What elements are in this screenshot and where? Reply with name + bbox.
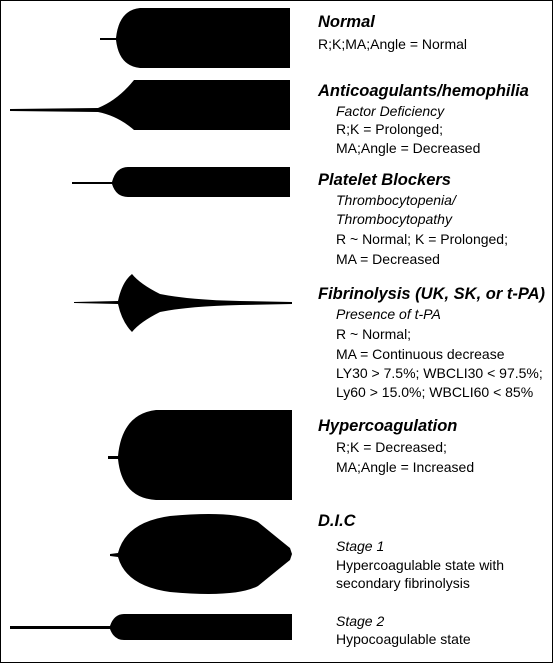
entry-line-hypercoagulation-2: MA;Angle = Increased (336, 459, 475, 475)
entry-title-dic: D.I.C (318, 512, 356, 530)
entry-subtitle-anticoagulants: Factor Deficiency (336, 103, 445, 119)
entry-line-fibrinolysis-2: MA = Continuous decrease (336, 346, 505, 362)
tracing-anticoagulants (10, 80, 290, 130)
entry-line-fibrinolysis-1: R ~ Normal; (336, 326, 412, 342)
tracing-normal (100, 8, 290, 68)
dic-stage2-label: Stage 2 (336, 613, 385, 629)
entry-line-fibrinolysis-4: Ly60 > 15.0%; WBCLI60 < 85% (336, 384, 534, 400)
entry-title-anticoagulants: Anticoagulants/hemophilia (318, 82, 529, 100)
dic-stage1-line-2: secondary fibrinolysis (336, 575, 470, 591)
tracing-dic-stage2 (10, 614, 292, 640)
entry-line-anticoagulants-2: MA;Angle = Decreased (336, 140, 481, 156)
entry-line-platelet-blockers-2: MA = Decreased (336, 251, 440, 267)
entry-line-fibrinolysis-3: LY30 > 7.5%; WBCLI30 < 97.5%; (336, 365, 543, 381)
tracing-platelet-blockers (72, 167, 290, 197)
entry-title-normal: Normal (318, 13, 375, 31)
entry-title-platelet-blockers: Platelet Blockers (318, 171, 451, 189)
entry-subtitle-fibrinolysis: Presence of t-PA (336, 306, 441, 322)
tracing-fibrinolysis (74, 274, 292, 332)
tracing-hypercoagulation (108, 410, 292, 500)
entry-subtitle-platelet-blockers-2: Thrombocytopathy (336, 211, 452, 227)
dic-stage2-line-1: Hypocoagulable state (336, 631, 471, 647)
dic-stage1-line-1: Hypercoagulable state with (336, 557, 505, 573)
entry-line-anticoagulants-1: R;K = Prolonged; (336, 121, 444, 137)
entry-line-platelet-blockers-1: R ~ Normal; K = Prolonged; (336, 231, 508, 247)
dic-stage1-label: Stage 1 (336, 538, 385, 554)
entry-title-fibrinolysis: Fibrinolysis (UK, SK, or t-PA) (318, 285, 546, 303)
entry-line-hypercoagulation-1: R;K = Decreased; (336, 439, 447, 455)
entry-title-hypercoagulation: Hypercoagulation (318, 417, 458, 435)
tracing-dic-stage1 (110, 514, 292, 594)
entry-subtitle-platelet-blockers-1: Thrombocytopenia/ (336, 192, 456, 208)
entry-line-normal-1: R;K;MA;Angle = Normal (318, 36, 467, 52)
